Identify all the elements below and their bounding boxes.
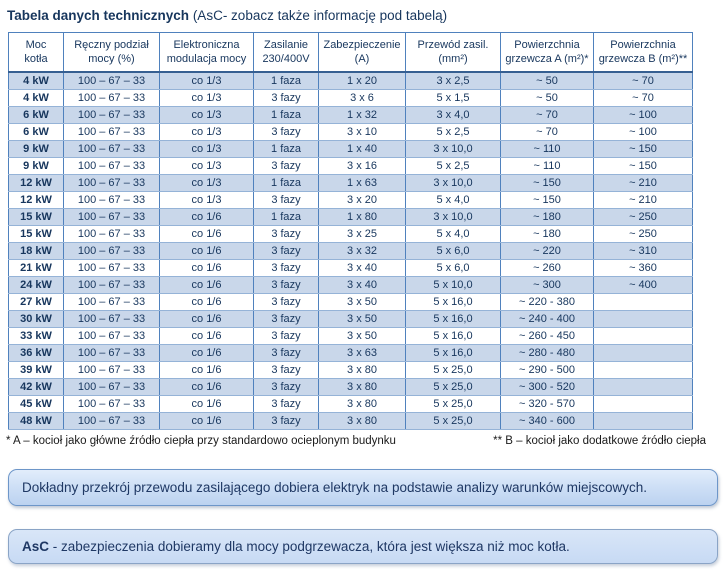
technical-data-table — [8, 32, 693, 430]
table-row — [9, 311, 693, 328]
table-cell: ~ 210 — [594, 175, 693, 192]
table-cell: 3 x 80 — [319, 379, 406, 396]
cell-boiler-power: 42 kW — [9, 379, 64, 396]
table-cell: co 1/6 — [160, 345, 254, 362]
table-cell: 1 x 63 — [319, 175, 406, 192]
table-cell: 1 faza — [254, 209, 319, 226]
table-cell: 5 x 16,0 — [406, 328, 501, 345]
column-header-line: modulacja mocy — [166, 53, 247, 65]
cell-boiler-power: 27 kW — [9, 294, 64, 311]
table-row — [9, 328, 693, 345]
table-cell: 3 x 50 — [319, 328, 406, 345]
table-cell: 3 fazy — [254, 413, 319, 430]
table-cell: ~ 260 - 450 — [501, 328, 594, 345]
table-cell: ~ 220 - 380 — [501, 294, 594, 311]
table-cell: 3 fazy — [254, 362, 319, 379]
table-cell: 5 x 25,0 — [406, 379, 501, 396]
table-cell: 100 – 67 – 33 — [64, 90, 160, 107]
table-cell: 100 – 67 – 33 — [64, 345, 160, 362]
table-cell: 5 x 16,0 — [406, 311, 501, 328]
table-cell: ~ 70 — [501, 107, 594, 124]
table-cell: 3 x 40 — [319, 277, 406, 294]
column-header-line: (mm²) — [438, 53, 468, 65]
table-cell: 3 x 50 — [319, 311, 406, 328]
column-header-line: Zasilanie — [263, 38, 309, 51]
table-cell: 100 – 67 – 33 — [64, 328, 160, 345]
column-header-line: grzewcza A (m²)* — [505, 53, 589, 65]
column-header — [64, 33, 160, 73]
table-cell: ~ 250 — [594, 209, 693, 226]
cell-boiler-power: 6 kW — [9, 124, 64, 141]
column-header-line: kotła — [24, 53, 48, 65]
table-row — [9, 396, 693, 413]
table-cell: 3 x 10 — [319, 124, 406, 141]
table-cell: ~ 150 — [501, 175, 594, 192]
table-cell: 5 x 1,5 — [406, 90, 501, 107]
table-cell — [594, 294, 693, 311]
table-cell: 5 x 25,0 — [406, 362, 501, 379]
table-row — [9, 260, 693, 277]
column-header — [594, 33, 693, 73]
table-row — [9, 413, 693, 430]
table-cell: 5 x 4,0 — [406, 226, 501, 243]
table-cell: 5 x 16,0 — [406, 294, 501, 311]
table-cell: 100 – 67 – 33 — [64, 175, 160, 192]
table-cell: co 1/3 — [160, 175, 254, 192]
table-cell: ~ 70 — [594, 72, 693, 90]
table-header — [9, 33, 693, 73]
table-cell: 3 x 2,5 — [406, 72, 501, 90]
table-cell: ~ 310 — [594, 243, 693, 260]
table-cell: 100 – 67 – 33 — [64, 277, 160, 294]
table-cell: ~ 70 — [594, 90, 693, 107]
table-cell: 3 x 80 — [319, 362, 406, 379]
table-row — [9, 277, 693, 294]
cell-boiler-power: 18 kW — [9, 243, 64, 260]
table-cell: 100 – 67 – 33 — [64, 243, 160, 260]
table-cell: 100 – 67 – 33 — [64, 311, 160, 328]
table-cell: 3 fazy — [254, 277, 319, 294]
table-cell: 3 fazy — [254, 328, 319, 345]
column-header-line: Zabezpieczenie — [323, 38, 401, 51]
callout-asc-text: - zabezpieczenia dobieramy dla mocy podgrzewacza, która jest większa niż moc kotła. — [49, 539, 570, 554]
table-cell: 100 – 67 – 33 — [64, 141, 160, 158]
table-cell: co 1/3 — [160, 158, 254, 175]
table-cell: 100 – 67 – 33 — [64, 158, 160, 175]
table-row — [9, 379, 693, 396]
table-cell: 1 faza — [254, 141, 319, 158]
table-cell: 3 fazy — [254, 294, 319, 311]
table-cell: 3 x 63 — [319, 345, 406, 362]
column-header-line: 230/400V — [262, 53, 310, 65]
table-cell: ~ 50 — [501, 72, 594, 90]
table-cell: co 1/3 — [160, 141, 254, 158]
table-row — [9, 90, 693, 107]
cell-boiler-power: 9 kW — [9, 141, 64, 158]
column-header — [254, 33, 319, 73]
table-cell — [594, 345, 693, 362]
table-cell: ~ 210 — [594, 192, 693, 209]
table-cell: 5 x 25,0 — [406, 396, 501, 413]
table-cell: 100 – 67 – 33 — [64, 260, 160, 277]
table-cell: 100 – 67 – 33 — [64, 107, 160, 124]
table-cell: ~ 300 - 520 — [501, 379, 594, 396]
table-row — [9, 107, 693, 124]
table-cell: 3 x 80 — [319, 396, 406, 413]
table-cell: 3 x 50 — [319, 294, 406, 311]
table-cell: 3 x 10,0 — [406, 141, 501, 158]
table-cell: 5 x 25,0 — [406, 413, 501, 430]
cell-boiler-power: 15 kW — [9, 209, 64, 226]
table-cell: 3 fazy — [254, 192, 319, 209]
table-footnotes — [6, 435, 706, 447]
column-header-line: mocy (%) — [88, 53, 135, 65]
table-cell: ~ 100 — [594, 107, 693, 124]
table-cell: ~ 150 — [501, 192, 594, 209]
table-cell: 3 x 25 — [319, 226, 406, 243]
table-cell: 3 fazy — [254, 226, 319, 243]
cell-boiler-power: 30 kW — [9, 311, 64, 328]
page-title-note: (AsC- zobacz także informację pod tabelą) — [189, 8, 448, 23]
table-cell: 3 fazy — [254, 396, 319, 413]
table-cell: co 1/6 — [160, 243, 254, 260]
table-cell: 5 x 16,0 — [406, 345, 501, 362]
table-cell: 5 x 6,0 — [406, 243, 501, 260]
table-cell: co 1/6 — [160, 209, 254, 226]
table-cell: 1 x 32 — [319, 107, 406, 124]
table-cell: co 1/6 — [160, 362, 254, 379]
table-cell: 100 – 67 – 33 — [64, 72, 160, 90]
table-row — [9, 141, 693, 158]
table-cell: ~ 340 - 600 — [501, 413, 594, 430]
column-header — [406, 33, 501, 73]
footnote-a: * A – kocioł jako główne źródło ciepła przy standardowo ocieplonym budynku — [6, 435, 396, 447]
callout-asc-prefix: AsC — [22, 539, 50, 554]
table-row — [9, 243, 693, 260]
page-title — [7, 8, 721, 23]
column-header-line: grzewcza B (m²)** — [598, 53, 688, 65]
table-cell: co 1/3 — [160, 72, 254, 90]
table-cell: ~ 220 — [501, 243, 594, 260]
table-cell: 3 fazy — [254, 345, 319, 362]
table-cell: co 1/6 — [160, 260, 254, 277]
cell-boiler-power: 12 kW — [9, 175, 64, 192]
table-cell: ~ 250 — [594, 226, 693, 243]
table-cell: 1 faza — [254, 72, 319, 90]
table-row — [9, 362, 693, 379]
table-cell: co 1/6 — [160, 311, 254, 328]
table-cell: co 1/3 — [160, 124, 254, 141]
cell-boiler-power: 45 kW — [9, 396, 64, 413]
table-cell: 3 x 20 — [319, 192, 406, 209]
header-row — [9, 33, 693, 73]
table-cell: 100 – 67 – 33 — [64, 192, 160, 209]
table-cell: 3 x 32 — [319, 243, 406, 260]
table-cell: 1 faza — [254, 107, 319, 124]
table-cell: 3 x 80 — [319, 413, 406, 430]
table-cell: 5 x 2,5 — [406, 158, 501, 175]
table-cell: ~ 180 — [501, 209, 594, 226]
footnote-b: ** B – kocioł jako dodatkowe źródło ciepła — [493, 435, 706, 447]
table-cell: ~ 300 — [501, 277, 594, 294]
table-cell — [594, 362, 693, 379]
table-cell: 100 – 67 – 33 — [64, 413, 160, 430]
table-row — [9, 158, 693, 175]
table-cell: co 1/6 — [160, 413, 254, 430]
table-cell: ~ 180 — [501, 226, 594, 243]
table-cell: co 1/3 — [160, 192, 254, 209]
table-cell: 3 fazy — [254, 243, 319, 260]
table-cell: 5 x 2,5 — [406, 124, 501, 141]
table-cell: 1 faza — [254, 175, 319, 192]
table-cell: 3 x 16 — [319, 158, 406, 175]
table-cell: 3 fazy — [254, 311, 319, 328]
cell-boiler-power: 33 kW — [9, 328, 64, 345]
column-header-line: Moc — [25, 38, 47, 51]
cell-boiler-power: 6 kW — [9, 107, 64, 124]
table-cell: 100 – 67 – 33 — [64, 124, 160, 141]
table-cell: 5 x 4,0 — [406, 192, 501, 209]
table-cell: 100 – 67 – 33 — [64, 396, 160, 413]
table-cell: 100 – 67 – 33 — [64, 362, 160, 379]
cell-boiler-power: 9 kW — [9, 158, 64, 175]
column-header-line: Ręczny podział — [74, 38, 149, 51]
table-cell: ~ 50 — [501, 90, 594, 107]
table-cell: ~ 150 — [594, 141, 693, 158]
cell-boiler-power: 4 kW — [9, 90, 64, 107]
column-header — [9, 33, 64, 73]
table-cell — [594, 413, 693, 430]
table-cell: 1 x 20 — [319, 72, 406, 90]
table-cell: 3 x 10,0 — [406, 209, 501, 226]
table-cell: 3 fazy — [254, 379, 319, 396]
table-cell: ~ 240 - 400 — [501, 311, 594, 328]
column-header-line: Powierzchnia — [610, 38, 676, 51]
column-header-line: (A) — [354, 53, 370, 65]
table-cell: co 1/6 — [160, 226, 254, 243]
column-header — [501, 33, 594, 73]
table-cell: 3 fazy — [254, 260, 319, 277]
table-row — [9, 124, 693, 141]
table-cell — [594, 379, 693, 396]
table-cell: co 1/6 — [160, 328, 254, 345]
callout-asc-note — [8, 529, 718, 564]
table-cell: 5 x 6,0 — [406, 260, 501, 277]
column-header-line: Elektroniczna — [173, 38, 240, 51]
table-cell: ~ 290 - 500 — [501, 362, 594, 379]
column-header — [160, 33, 254, 73]
column-header-line: Przewód zasil. — [417, 38, 489, 51]
cell-boiler-power: 24 kW — [9, 277, 64, 294]
table-body — [9, 72, 693, 430]
table-row — [9, 192, 693, 209]
table-cell: 3 x 4,0 — [406, 107, 501, 124]
table-cell: 100 – 67 – 33 — [64, 379, 160, 396]
cell-boiler-power: 48 kW — [9, 413, 64, 430]
table-cell: 3 fazy — [254, 90, 319, 107]
table-cell: co 1/6 — [160, 277, 254, 294]
cell-boiler-power: 21 kW — [9, 260, 64, 277]
table-cell — [594, 396, 693, 413]
table-cell — [594, 311, 693, 328]
table-row — [9, 226, 693, 243]
table-cell: 3 x 40 — [319, 260, 406, 277]
table-cell: 1 x 40 — [319, 141, 406, 158]
table-cell: ~ 70 — [501, 124, 594, 141]
table-cell: ~ 400 — [594, 277, 693, 294]
table-cell: 5 x 10,0 — [406, 277, 501, 294]
table-cell: co 1/6 — [160, 396, 254, 413]
page-title-main: Tabela danych technicznych — [7, 8, 190, 23]
table-cell: ~ 100 — [594, 124, 693, 141]
table-cell: co 1/3 — [160, 90, 254, 107]
table-row — [9, 209, 693, 226]
cell-boiler-power: 4 kW — [9, 72, 64, 90]
table-cell: ~ 280 - 480 — [501, 345, 594, 362]
table-cell: ~ 110 — [501, 141, 594, 158]
table-cell: 3 x 6 — [319, 90, 406, 107]
table-cell — [594, 328, 693, 345]
table-cell: 3 fazy — [254, 158, 319, 175]
table-cell: co 1/6 — [160, 294, 254, 311]
table-cell: co 1/6 — [160, 379, 254, 396]
callout-electrician-text: Dokładny przekrój przewodu zasilającego dobiera elektryk na podstawie analizy warunków miejscowych. — [22, 480, 648, 495]
cell-boiler-power: 12 kW — [9, 192, 64, 209]
table-cell: ~ 320 - 570 — [501, 396, 594, 413]
cell-boiler-power: 36 kW — [9, 345, 64, 362]
table-cell: ~ 110 — [501, 158, 594, 175]
table-cell: 1 x 80 — [319, 209, 406, 226]
table-row — [9, 175, 693, 192]
table-cell: 100 – 67 – 33 — [64, 226, 160, 243]
table-cell: 100 – 67 – 33 — [64, 294, 160, 311]
table-row — [9, 72, 693, 90]
callout-electrician-note — [8, 469, 718, 506]
column-header-line: Powierzchnia — [514, 38, 580, 51]
table-cell: ~ 260 — [501, 260, 594, 277]
table-cell: ~ 360 — [594, 260, 693, 277]
cell-boiler-power: 15 kW — [9, 226, 64, 243]
table-cell: ~ 150 — [594, 158, 693, 175]
table-row — [9, 294, 693, 311]
table-cell: 3 x 10,0 — [406, 175, 501, 192]
cell-boiler-power: 39 kW — [9, 362, 64, 379]
column-header — [319, 33, 406, 73]
table-cell: 100 – 67 – 33 — [64, 209, 160, 226]
table-row — [9, 345, 693, 362]
table-cell: co 1/3 — [160, 107, 254, 124]
table-cell: 3 fazy — [254, 124, 319, 141]
